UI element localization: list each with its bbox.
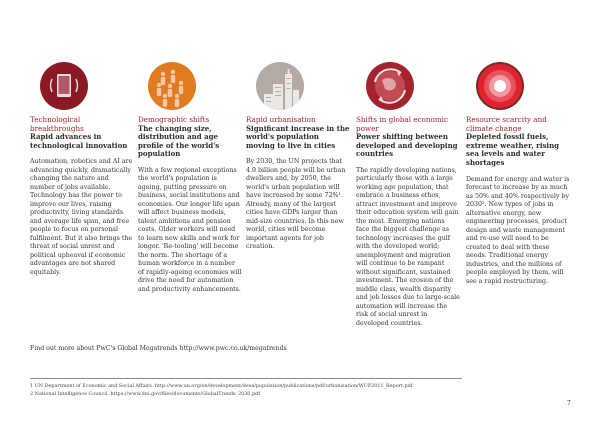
megatrend-title: Technological breakthroughs (30, 115, 84, 133)
megatrend-economic-power (356, 62, 460, 328)
megatrend-subtitle: The changing size, distribution and age profile of the world's population (138, 123, 220, 159)
megatrend-title: Shifts in global economic power (356, 115, 448, 133)
city-skyline-icon (256, 62, 304, 110)
megatrend-body: The rapidly developing nations, particularly those with a large working age population, that embrace a business ethos, attract investment and improve their education system will gain the most. Emerging nations face the biggest challenge as technology increases the gulf with the developed world; unemployment and migration will continue to be rampant without significant, sustained investment. The erosion of the middle class, wealth disparity and job losses due to large-scale automation will increase the risk of social unrest in developed countries. (356, 166, 460, 327)
megatrend-title: Demographic shifts (138, 115, 210, 124)
find-out-more-link[interactable]: Find out more about PwC's Global Megatrends http://www.pwc.co.uk/megatrends (30, 345, 287, 352)
people-group-icon (148, 62, 196, 110)
megatrend-subtitle: Power shifting between developed and developing countries (356, 132, 458, 159)
footnote-2[interactable]: 2 National Intelligence Council. https://www.dni.gov/files/documents/GlobalTrends_2030.pdf (30, 391, 261, 397)
megatrend-body: Automation, robotics and AI are advancing quickly, dramatically changing the nature and number of jobs available. Technology has the power to improve our lives, raising productivity, living standards and average life span, and free people to focus on personal fulfilment. But it also brings the threat of social unrest and political upheaval if economic advantages are not shared equitably. (30, 158, 133, 276)
megatrend-urbanisation (246, 62, 350, 252)
megatrend-technological (30, 62, 134, 277)
megatrend-title: Resource scarcity and climate change (466, 115, 547, 133)
megatrend-subtitle: Rapid advances in technological innovation (30, 132, 128, 150)
megatrend-demographic (138, 62, 242, 294)
page-number: 7 (567, 400, 571, 407)
globe-arrows-icon (366, 62, 414, 110)
megatrend-subtitle: Depleted fossil fuels, extreme weather, rising sea levels and water shortages (466, 132, 560, 167)
footnote-1[interactable]: 1 UN Department of Economic and Social Affairs. http://www.un.org/en/development/desa/population/publications/pdf/urbanization/WUP2011_Report.pdf (30, 383, 413, 389)
megatrend-subtitle: Significant increase in the world's population moving to live in cities (246, 123, 350, 150)
megatrend-body: Demand for energy and water is forecast to increase by as much as 50% and 40% respectively by 2030². New types of jobs in alternative energy, new engineering processes, product design and waste management and re-use will need to be created to deal with these needs. Traditional energy industries, and the millions of people employed by them, will see a rapid restructuring. (466, 175, 570, 285)
concentric-circles-icon (476, 62, 524, 110)
tablet-signal-icon (40, 62, 88, 110)
footnote-divider (30, 378, 462, 379)
megatrend-body: With a few regional exceptions the world's population is ageing, putting pressure on business, social institutions and economies. Our longer life span will affect business models, talent ambitions and pension costs. Older workers will need to learn new skills and work for longer. 'Re-tooling' will become the norm. The shortage of a human workforce in a number of rapidly-ageing economies will drive the need for automation and productivity enhancements. (138, 166, 242, 293)
megatrend-title: Rapid urbanisation (246, 115, 316, 124)
megatrend-body: By 2030, the UN projects that 4.9 billion people will be urban dwellers and, by 2050, the world's urban population will have increased by some 72%¹. Already, many of the largest cities have GDPs larger than mid-size countries. In this new world, cities will become important agents for job creation. (246, 158, 346, 251)
megatrend-resource-scarcity (466, 62, 570, 286)
